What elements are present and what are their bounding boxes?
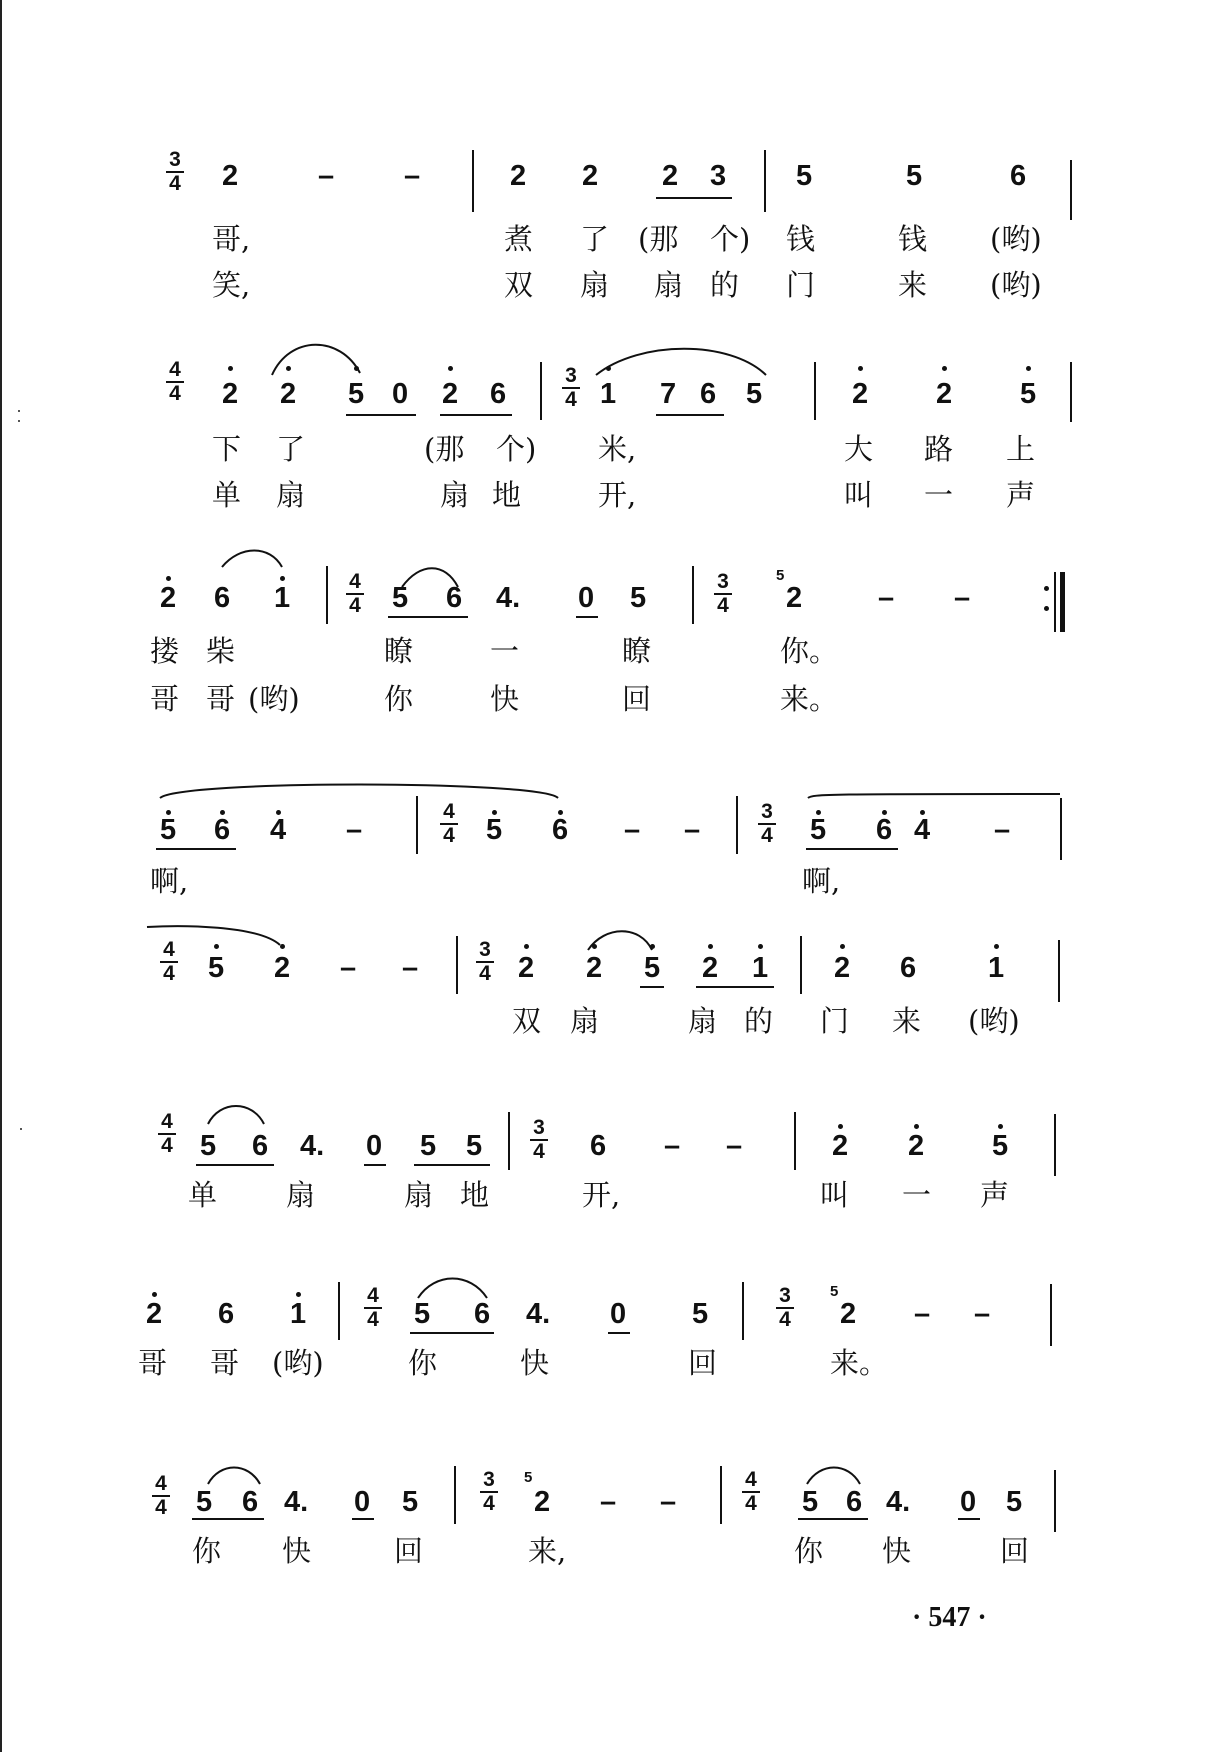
note: 5 <box>392 582 409 614</box>
lyric: 单 <box>188 1178 218 1212</box>
time-signature: 4 4 <box>164 360 186 404</box>
note: 6 <box>446 582 463 614</box>
lyric: 的 <box>710 268 740 302</box>
barline <box>1054 1470 1056 1532</box>
note: 5 <box>796 160 813 192</box>
high-octave-dot <box>280 944 285 949</box>
dash: – <box>974 1298 991 1330</box>
note: 4. <box>496 582 521 614</box>
note: 5 <box>402 1486 419 1518</box>
lyric: 单 <box>212 478 242 512</box>
note: 4 <box>914 814 931 846</box>
note: 2 <box>852 378 869 410</box>
barline <box>416 796 418 854</box>
lyric: 来, <box>528 1534 567 1568</box>
note: 2 <box>160 582 177 614</box>
high-octave-dot <box>606 366 611 371</box>
barline <box>692 566 694 624</box>
lyric: 快 <box>282 1534 312 1568</box>
barline <box>508 1112 510 1170</box>
note: 5 <box>200 1130 217 1162</box>
lyric: 地 <box>460 1178 490 1212</box>
barline <box>794 1112 796 1170</box>
time-signature: 4 4 <box>740 1470 762 1514</box>
note: 5 <box>486 814 503 846</box>
lyric: 开, <box>598 478 637 512</box>
note: 5 <box>906 160 923 192</box>
note: 2 <box>702 952 719 984</box>
time-signature: 3 4 <box>478 1470 500 1514</box>
note: 2 <box>274 952 291 984</box>
barline <box>338 1282 340 1340</box>
note: 5 <box>196 1486 213 1518</box>
underline <box>192 1518 264 1520</box>
underline <box>388 616 468 618</box>
note: 6 <box>552 814 569 846</box>
lyric: 瞭 <box>384 634 414 668</box>
lyric: 声 <box>980 1178 1010 1212</box>
lyric: 哥 <box>210 1346 240 1380</box>
lyric: 快 <box>520 1346 550 1380</box>
time-signature: 4 4 <box>344 572 366 616</box>
lyric: 瞭 <box>622 634 652 668</box>
lyric: 一 <box>490 634 520 668</box>
note: 2 <box>222 160 239 192</box>
note: 5 <box>692 1298 709 1330</box>
lyric: 米, <box>598 432 637 466</box>
note: 4. <box>300 1130 325 1162</box>
lyric: 扇 <box>654 268 684 302</box>
underline <box>196 1164 274 1166</box>
dash: – <box>914 1298 931 1330</box>
lyric: 门 <box>786 268 816 302</box>
note: 2 <box>582 160 599 192</box>
note: 5 <box>1006 1486 1023 1518</box>
underline <box>410 1332 494 1334</box>
grace-note: 5 <box>776 567 785 584</box>
time-signature: 3 4 <box>474 940 496 984</box>
barline <box>472 150 474 212</box>
dash: – <box>994 814 1011 846</box>
note: 6 <box>214 582 231 614</box>
note: 0 <box>392 378 409 410</box>
note: 2 <box>518 952 535 984</box>
dash: – <box>600 1486 617 1518</box>
note: 2 <box>280 378 297 410</box>
lyric: 地 <box>492 478 522 512</box>
underline <box>958 1518 980 1520</box>
note: 2 <box>840 1298 857 1330</box>
note: 0 <box>366 1130 383 1162</box>
lyric: 声 <box>1006 478 1036 512</box>
slur <box>208 1106 264 1124</box>
barline <box>1070 362 1072 422</box>
repeat-barline-thick <box>1060 572 1065 632</box>
dash: – <box>624 814 641 846</box>
note: 2 <box>786 582 803 614</box>
note: 5 <box>466 1130 483 1162</box>
underline <box>576 616 598 618</box>
lyric: 回 <box>1000 1534 1030 1568</box>
slur <box>807 1468 860 1485</box>
lyric: 哥, <box>212 222 251 256</box>
barline <box>1058 940 1060 1002</box>
slur <box>808 794 1060 798</box>
time-signature: 3 4 <box>560 366 582 410</box>
high-octave-dot <box>354 366 359 371</box>
note: 4. <box>886 1486 911 1518</box>
lyric: 回 <box>394 1534 424 1568</box>
note: 1 <box>600 378 617 410</box>
note: 6 <box>1010 160 1027 192</box>
lyric: 钱 <box>898 222 928 256</box>
dash: – <box>660 1486 677 1518</box>
lyric: 扇 <box>440 478 470 512</box>
time-signature: 4 4 <box>156 1112 178 1156</box>
lyric: 叫 <box>820 1178 850 1212</box>
lyric: 扇 <box>580 268 610 302</box>
lyric: (哟) <box>990 268 1042 302</box>
note: 1 <box>988 952 1005 984</box>
note: 5 <box>348 378 365 410</box>
high-octave-dot <box>998 1124 1003 1129</box>
high-octave-dot <box>592 944 597 949</box>
repeat-barline-thin <box>1054 572 1056 632</box>
lyric: 来。 <box>780 682 839 716</box>
note: 5 <box>160 814 177 846</box>
lyric: 哥 <box>206 682 236 716</box>
underline <box>352 1518 374 1520</box>
underline <box>346 414 416 416</box>
underline <box>806 848 898 850</box>
lyric: 啊, <box>150 864 189 898</box>
lyric: 啊, <box>802 864 841 898</box>
high-octave-dot <box>280 576 285 581</box>
barline <box>1050 1284 1052 1346</box>
note: 2 <box>832 1130 849 1162</box>
lyric: 了 <box>276 432 306 466</box>
slur <box>208 1468 260 1485</box>
lyric: 你。 <box>780 634 839 668</box>
dash: – <box>726 1130 743 1162</box>
note: 7 <box>660 378 677 410</box>
lyric: 煮 <box>504 222 534 256</box>
high-octave-dot <box>214 944 219 949</box>
underline <box>798 1518 868 1520</box>
lyric: 钱 <box>786 222 816 256</box>
note: 6 <box>876 814 893 846</box>
lyric: 个) <box>710 222 751 256</box>
high-octave-dot <box>228 366 233 371</box>
underline <box>364 1164 386 1166</box>
high-octave-dot <box>858 366 863 371</box>
lyric: (那 <box>424 432 465 466</box>
barline <box>540 362 542 420</box>
time-signature: 4 4 <box>158 940 180 984</box>
lyric: 了 <box>580 222 610 256</box>
lyric: 笑, <box>212 268 251 302</box>
lyric: 来。 <box>830 1346 889 1380</box>
grace-note: 5 <box>524 1469 533 1486</box>
lyric: 搂 <box>150 634 180 668</box>
lyric: (哟) <box>990 222 1042 256</box>
lyric: 门 <box>820 1004 850 1038</box>
lyric: 路 <box>924 432 954 466</box>
time-signature: 3 4 <box>712 572 734 616</box>
high-octave-dot <box>914 1124 919 1129</box>
lyric: 大 <box>844 432 874 466</box>
grace-note: 5 <box>830 1283 839 1300</box>
lyric: 一 <box>924 478 954 512</box>
lyric: 你 <box>794 1534 824 1568</box>
high-octave-dot <box>286 366 291 371</box>
high-octave-dot <box>994 944 999 949</box>
lyric: 快 <box>490 682 520 716</box>
repeat-dot <box>1044 606 1049 611</box>
high-octave-dot <box>524 944 529 949</box>
dash: – <box>346 814 363 846</box>
barline <box>1060 798 1062 860</box>
note: 5 <box>208 952 225 984</box>
note: 2 <box>908 1130 925 1162</box>
barline <box>454 1466 456 1524</box>
dash: – <box>340 952 357 984</box>
high-octave-dot <box>708 944 713 949</box>
note: 6 <box>900 952 917 984</box>
note: 1 <box>752 952 769 984</box>
note: 2 <box>222 378 239 410</box>
high-octave-dot <box>838 1124 843 1129</box>
note: 5 <box>992 1130 1009 1162</box>
dash: – <box>318 160 335 192</box>
slur <box>418 1279 487 1299</box>
slur <box>596 349 766 375</box>
barline <box>814 362 816 420</box>
lyric: 扇 <box>688 1004 718 1038</box>
lyric: 快 <box>882 1534 912 1568</box>
note: 5 <box>630 582 647 614</box>
barline <box>1070 160 1072 220</box>
high-octave-dot <box>650 944 655 949</box>
time-signature: 4 4 <box>362 1286 384 1330</box>
note: 2 <box>442 378 459 410</box>
lyric: 来 <box>898 268 928 302</box>
note: 2 <box>936 378 953 410</box>
note: 4. <box>526 1298 551 1330</box>
barline <box>736 796 738 854</box>
note: 6 <box>474 1298 491 1330</box>
note: 6 <box>214 814 231 846</box>
note: 3 <box>710 160 727 192</box>
note: 1 <box>274 582 291 614</box>
high-octave-dot <box>1026 366 1031 371</box>
note: 6 <box>846 1486 863 1518</box>
lyric: 扇 <box>276 478 306 512</box>
lyric: 扇 <box>404 1178 434 1212</box>
note: 5 <box>810 814 827 846</box>
time-signature: 4 4 <box>438 802 460 846</box>
lyric: 哥 <box>138 1346 168 1380</box>
note: 2 <box>510 160 527 192</box>
underline <box>696 986 774 988</box>
underline <box>440 414 512 416</box>
note: 2 <box>834 952 851 984</box>
lyric: (那 <box>638 222 679 256</box>
note: 0 <box>960 1486 977 1518</box>
lyric: 回 <box>688 1346 718 1380</box>
slur <box>588 931 652 950</box>
high-octave-dot <box>448 366 453 371</box>
lyric: 来 <box>892 1004 922 1038</box>
high-octave-dot <box>942 366 947 371</box>
note: 0 <box>354 1486 371 1518</box>
lyric: 双 <box>504 268 534 302</box>
high-octave-dot <box>166 576 171 581</box>
underline <box>414 1164 490 1166</box>
note: 5 <box>644 952 661 984</box>
barline <box>326 566 328 624</box>
lyric: 双 <box>512 1004 542 1038</box>
note: 6 <box>700 378 717 410</box>
note: 6 <box>218 1298 235 1330</box>
lyric: 个) <box>496 432 537 466</box>
repeat-dot <box>1044 586 1049 591</box>
note: 2 <box>586 952 603 984</box>
high-octave-dot <box>758 944 763 949</box>
underline <box>640 986 664 988</box>
lyric: (哟) <box>272 1346 324 1380</box>
barline <box>742 1282 744 1340</box>
lyric: 你 <box>384 682 414 716</box>
note: 6 <box>252 1130 269 1162</box>
lyric: 柴 <box>206 634 236 668</box>
barline <box>800 936 802 994</box>
lyric: 扇 <box>286 1178 316 1212</box>
dash: – <box>402 952 419 984</box>
dash: – <box>404 160 421 192</box>
high-octave-dot <box>152 1292 157 1297</box>
lyric: 哥 <box>150 682 180 716</box>
dash: – <box>954 582 971 614</box>
high-octave-dot <box>296 1292 301 1297</box>
note: 2 <box>662 160 679 192</box>
barline <box>764 150 766 212</box>
lyric: 开, <box>582 1178 621 1212</box>
dash: – <box>684 814 701 846</box>
barline <box>456 936 458 994</box>
barline <box>1054 1114 1056 1176</box>
note: 5 <box>1020 378 1037 410</box>
time-signature: 3 4 <box>756 802 778 846</box>
note: 2 <box>146 1298 163 1330</box>
note: 4. <box>284 1486 309 1518</box>
lyric: 叫 <box>844 478 874 512</box>
time-signature: 3 4 <box>774 1286 796 1330</box>
note: 6 <box>490 378 507 410</box>
slur <box>160 785 558 799</box>
lyric: 你 <box>192 1534 222 1568</box>
underline <box>156 848 236 850</box>
lyric: 上 <box>1006 432 1036 466</box>
underline <box>656 414 724 416</box>
note: 5 <box>414 1298 431 1330</box>
note: 1 <box>290 1298 307 1330</box>
lyric: 扇 <box>570 1004 600 1038</box>
lyric: 的 <box>744 1004 774 1038</box>
slur <box>222 551 282 568</box>
time-signature: 3 4 <box>164 150 186 194</box>
note: 6 <box>590 1130 607 1162</box>
note: 0 <box>578 582 595 614</box>
dash: – <box>878 582 895 614</box>
note: 6 <box>242 1486 259 1518</box>
lyric: (哟) <box>968 1004 1020 1038</box>
underline <box>608 1332 630 1334</box>
high-octave-dot <box>840 944 845 949</box>
note: 0 <box>610 1298 627 1330</box>
page-number: · 547 · <box>912 1602 987 1633</box>
lyric: 下 <box>212 432 242 466</box>
underline <box>656 197 732 199</box>
note: 5 <box>420 1130 437 1162</box>
dash: – <box>664 1130 681 1162</box>
slur <box>272 345 360 375</box>
lyric: 回 <box>622 682 652 716</box>
time-signature: 3 4 <box>528 1118 550 1162</box>
barline <box>720 1466 722 1524</box>
lyric: 一 <box>902 1178 932 1212</box>
time-signature: 4 4 <box>150 1474 172 1518</box>
note: 5 <box>802 1486 819 1518</box>
lyric: (哟) <box>248 682 300 716</box>
note: 5 <box>746 378 763 410</box>
note: 2 <box>534 1486 551 1518</box>
note: 4 <box>270 814 287 846</box>
lyric: 你 <box>408 1346 438 1380</box>
